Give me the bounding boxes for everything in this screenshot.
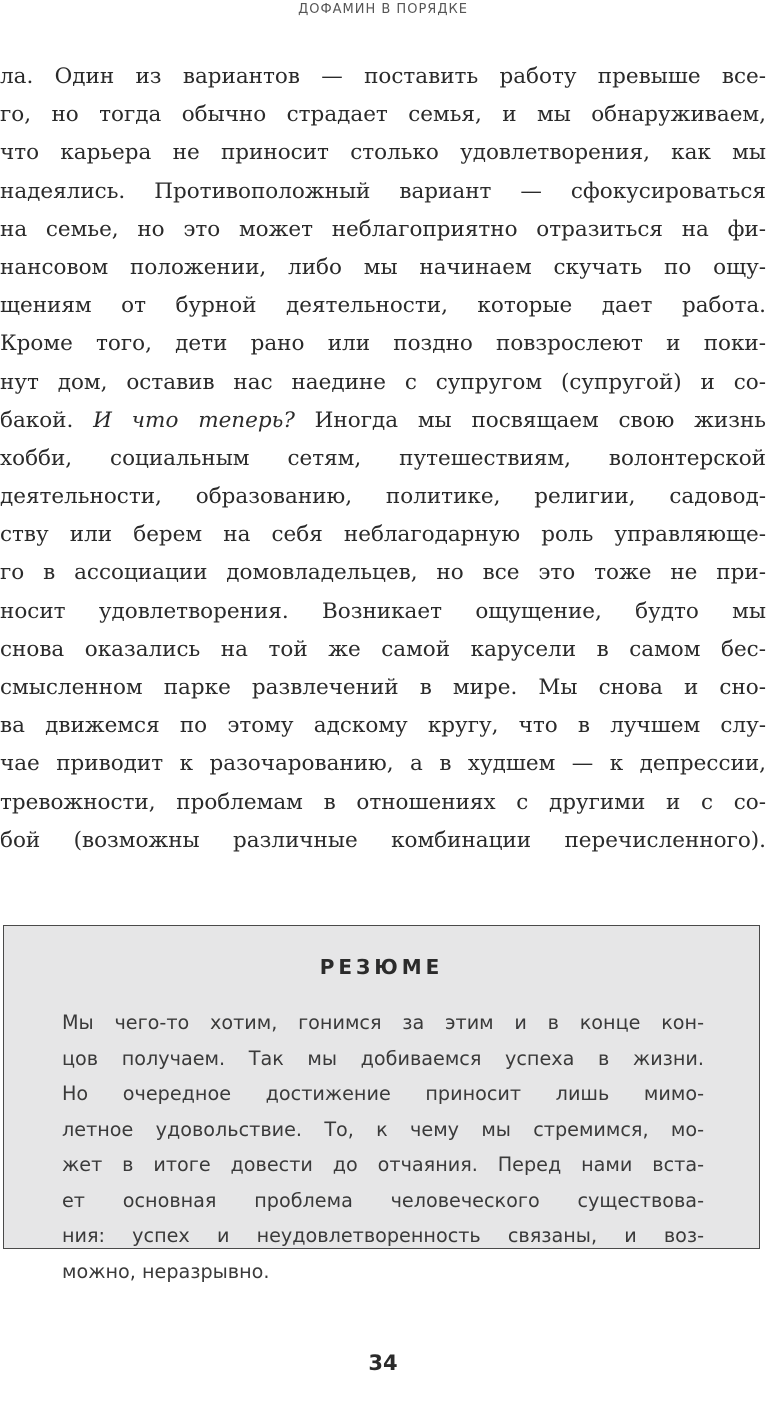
main-text [0, 58, 766, 860]
summary-line: Но очередное достижение приносит лишь мимо- [62, 1082, 704, 1105]
page-number: 34 [368, 1351, 398, 1375]
summary-line: цов получаем. Так мы добиваемся успеха в жизни. [62, 1046, 704, 1070]
summary-text [62, 1005, 704, 1289]
italic-phrase: И что теперь? [93, 407, 295, 433]
text-line: тревожности, проблемам в отношениях с другими и с со- [0, 789, 766, 815]
text-line: что карьера не приносит столько удовлетворения, как мы [0, 140, 766, 166]
text-segment: Иногда мы посвящаем свою жизнь [294, 407, 766, 433]
summary-line: Мы чего-то хотим, гонимся за этим и в конце кон- [62, 1011, 704, 1034]
text-segment: бакой. [0, 407, 94, 433]
text-line: на семье, но это может неблагоприятно отразиться на фи- [0, 216, 766, 242]
text-line: снова оказались на той же самой карусели в самом бес- [0, 636, 766, 662]
text-line: бой (возможны различные комбинации перечисленного). [0, 827, 766, 853]
text-line: смысленном парке развлечений в мире. Мы снова и сно- [0, 675, 766, 700]
summary-box [3, 925, 760, 1283]
summary-line: можно, неразрывно. [62, 1259, 270, 1283]
summary-title: РЕЗЮМЕ [319, 955, 444, 979]
text-line: го в ассоциации домовладельцев, но все это тоже не при- [0, 560, 766, 586]
text-line: носит удовлетворения. Возникает ощущение, будто мы [0, 598, 766, 624]
text-line: го, но тогда обычно страдает семья, и мы обнаруживаем, [0, 102, 766, 128]
text-line: ству или берем на себя неблагодарную роль управляюще- [0, 522, 766, 548]
summary-line: ния: успех и неудовлетворенность связаны, и воз- [62, 1224, 704, 1247]
running-header: ДОФАМИН В ПОРЯДКЕ [298, 2, 468, 17]
summary-line: жет в итоге довести до отчаяния. Перед нами вста- [62, 1153, 704, 1176]
text-line-with-italic [0, 402, 766, 440]
text-line: чае приводит к разочарованию, а в худшем — к депрессии, [0, 751, 766, 777]
summary-line: летное удовольствие. То, к чему мы стремимся, мо- [62, 1117, 704, 1141]
text-line: ла. Один из вариантов — поставить работу превыше все- [0, 64, 766, 89]
text-line: надеялись. Противоположный вариант — сфокусироваться [0, 178, 766, 204]
text-line: нут дом, оставив нас наедине с супругом (супругой) и со- [0, 369, 766, 395]
text-line: щениям от бурной деятельности, которые дает работа. [0, 293, 766, 319]
text-line: нансовом положении, либо мы начинаем скучать по ощу- [0, 254, 766, 280]
text-line: деятельности, образованию, политике, религии, садовод- [0, 484, 766, 510]
text-line: Кроме того, дети рано или поздно повзрослеют и поки- [0, 331, 766, 357]
text-line: хобби, социальным сетям, путешествиям, волонтерской [0, 445, 766, 471]
text-line: ва движемся по этому адскому кругу, что в лучшем слу- [0, 713, 766, 739]
summary-line: ет основная проблема человеческого существова- [62, 1188, 704, 1212]
